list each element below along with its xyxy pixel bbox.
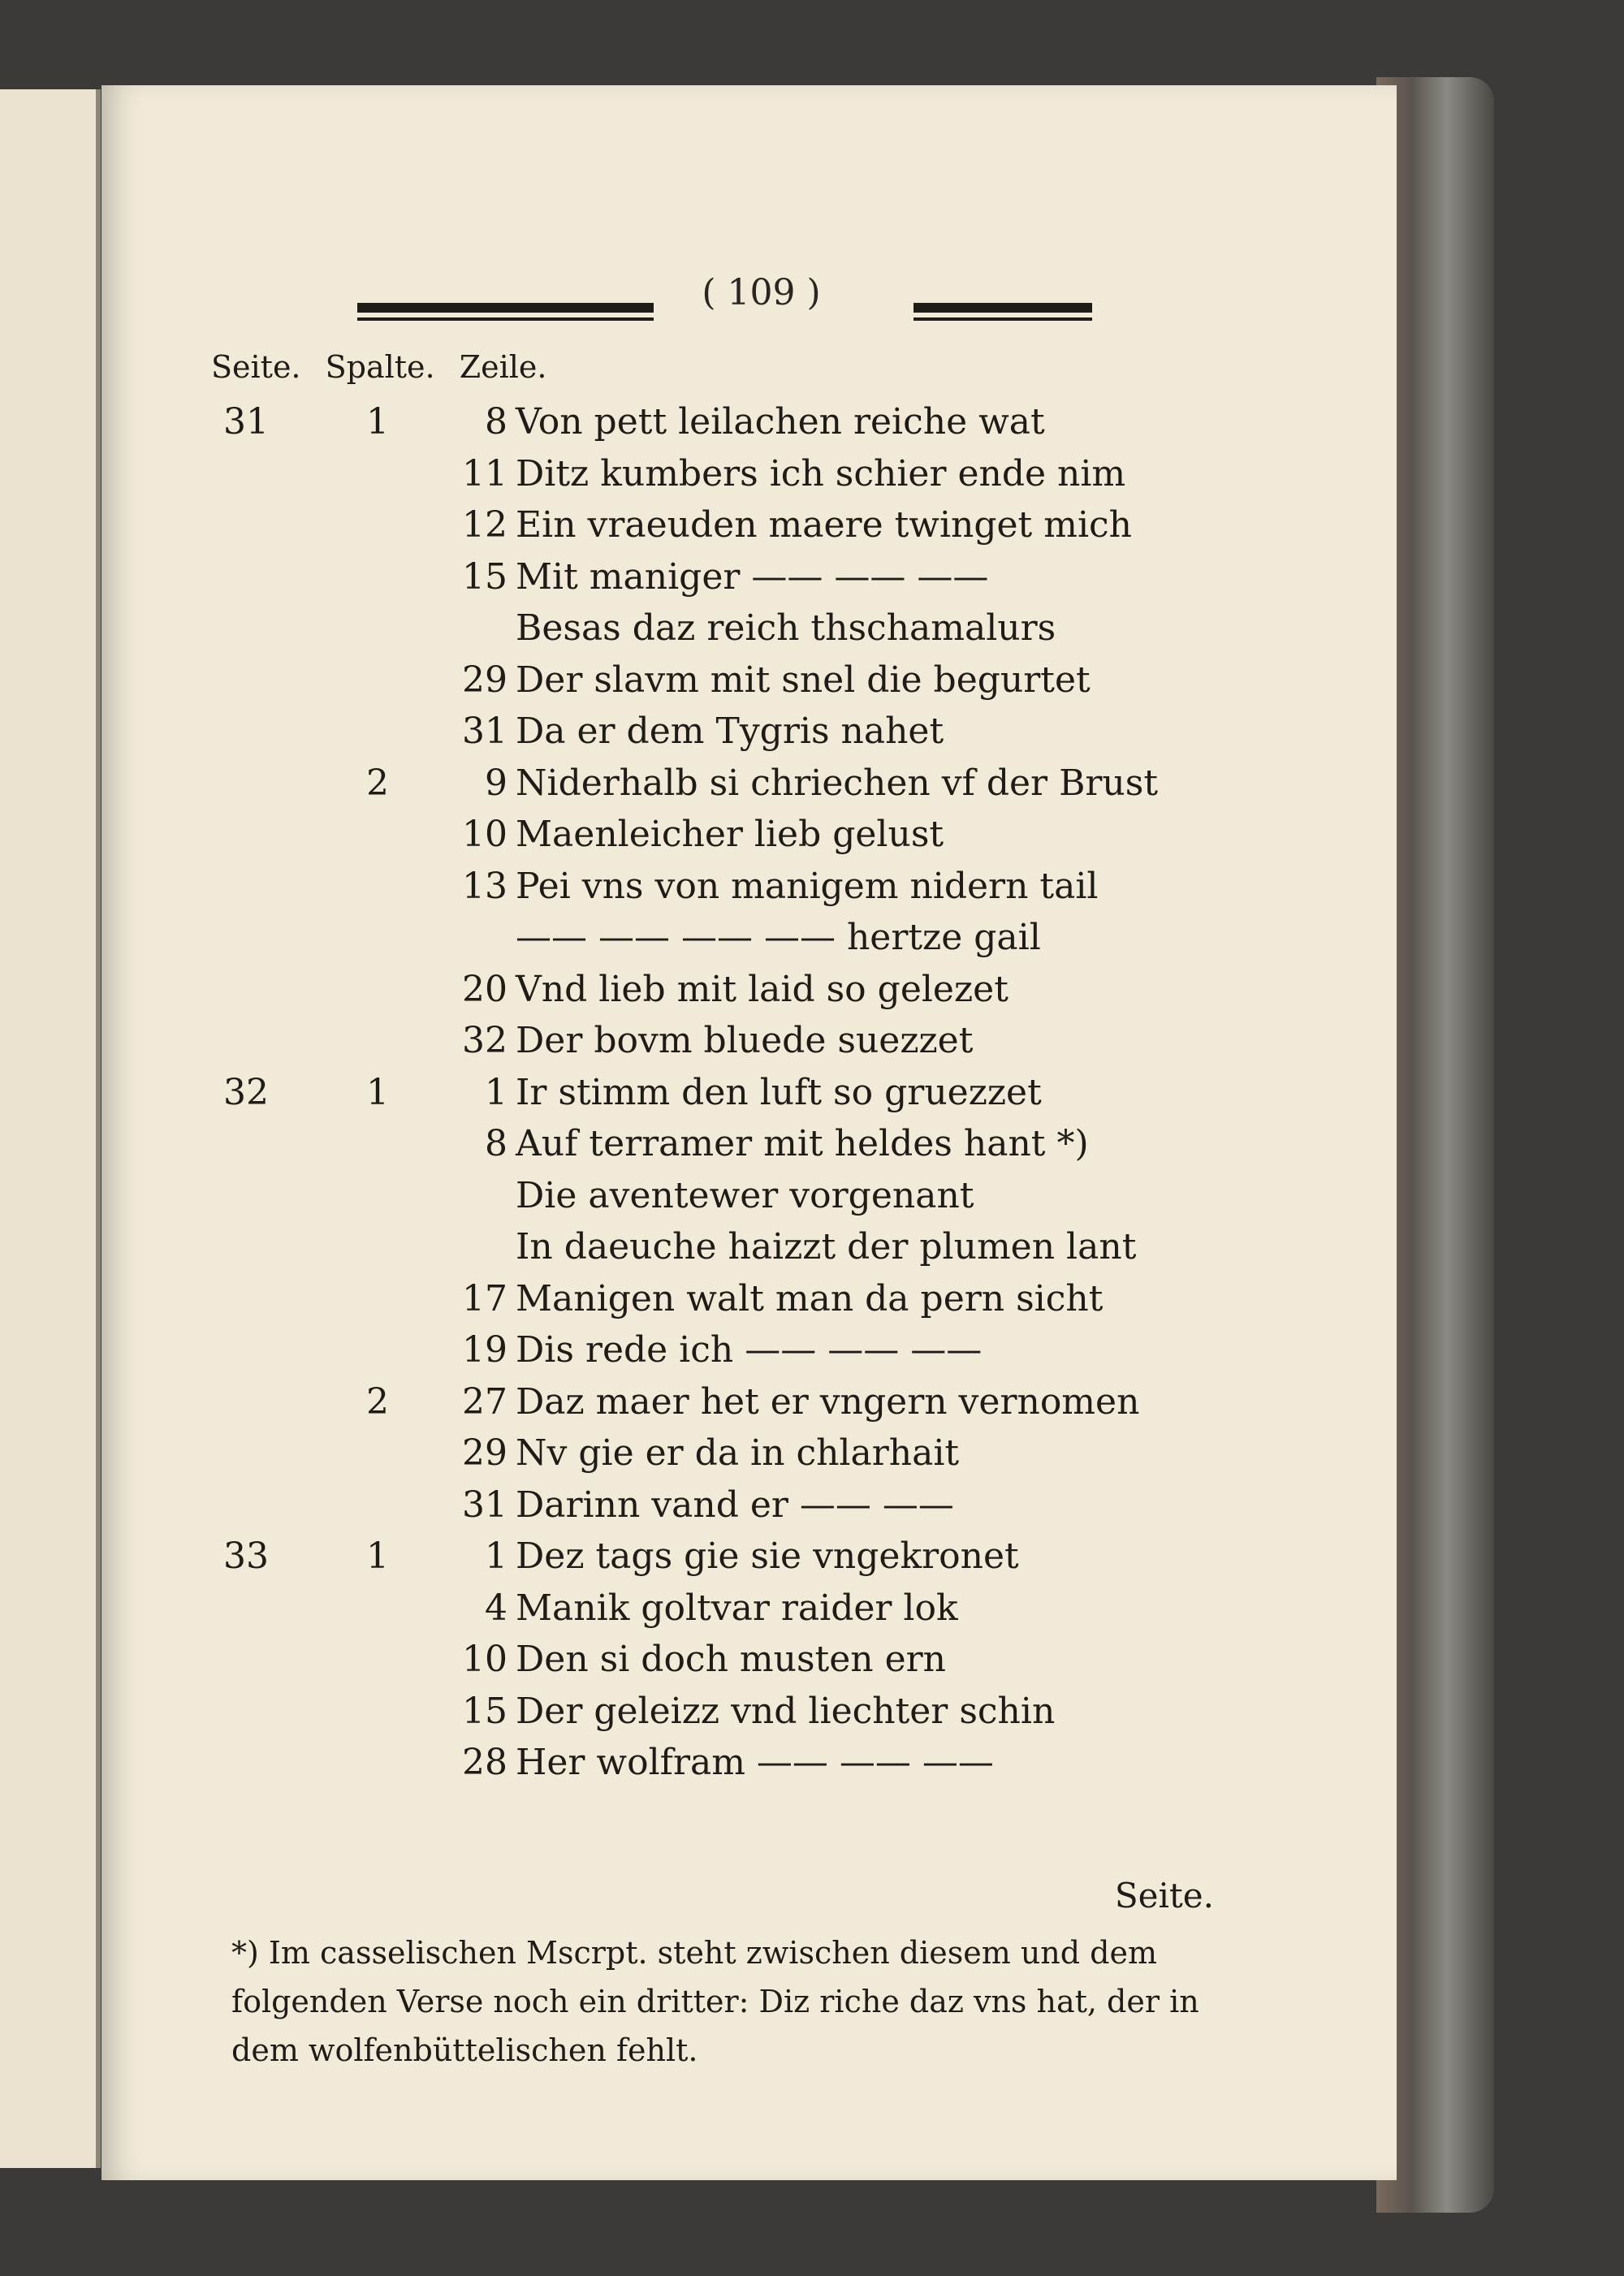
errata-row <box>102 1120 1397 1168</box>
zeile-number: 31 <box>462 1484 508 1526</box>
verse-text: Daz maer het er vngern vernomen <box>516 1380 1140 1423</box>
zeile-number: 19 <box>462 1329 508 1371</box>
seite-number: 33 <box>223 1535 269 1577</box>
spalte-number: 2 <box>366 762 389 804</box>
zeile-number: 15 <box>462 555 508 598</box>
zeile-number: 9 <box>485 762 508 804</box>
verse-text: Manigen walt man da pern sicht <box>516 1277 1104 1319</box>
zeile-number: 27 <box>462 1380 508 1423</box>
spalte-number: 1 <box>366 1535 389 1577</box>
zeile-number: 28 <box>462 1742 508 1783</box>
errata-row <box>102 862 1397 911</box>
page-header <box>102 272 1397 337</box>
spalte-number: 1 <box>366 401 389 443</box>
zeile-number: 10 <box>462 814 508 855</box>
footnote: *) Im casselischen Mscrpt. steht zwischen diesem und dem folgenden Verse noch ein dritter: Diz riche daz vns hat, der in dem wolfenbüttelischen fehlt. <box>231 1935 1199 2068</box>
verse-text: Der slavm mit snel die begurtet <box>516 659 1091 701</box>
left-page-edge <box>0 89 101 2168</box>
book-page <box>102 85 1397 2180</box>
verse-text: Der bovm bluede suezzet <box>516 1020 974 1061</box>
column-header-seite: Seite. <box>211 349 301 385</box>
zeile-number: 13 <box>462 865 508 907</box>
catchword: Seite. <box>1114 1876 1214 1915</box>
verse-text: Den si doch musten ern <box>516 1639 946 1680</box>
errata-row <box>102 965 1397 1014</box>
errata-row <box>102 398 1397 447</box>
errata-row <box>102 604 1397 653</box>
column-header-zeile: Zeile. <box>459 349 547 385</box>
errata-row <box>102 656 1397 705</box>
page-number: ( 109 ) <box>702 272 821 313</box>
errata-row <box>102 1172 1397 1220</box>
seite-number: 31 <box>223 401 269 443</box>
errata-row <box>102 1738 1397 1787</box>
verse-text: Pei vns von manigem nidern tail <box>516 865 1099 907</box>
header-rule-right <box>914 303 1092 313</box>
zeile-number: 20 <box>462 968 508 1010</box>
zeile-number: 1 <box>485 1535 508 1577</box>
errata-row <box>102 553 1397 602</box>
zeile-number: 17 <box>462 1277 508 1319</box>
errata-row <box>102 707 1397 756</box>
verse-text: Von pett leilachen reiche wat <box>516 401 1045 443</box>
verse-text: Darinn vand er —— —— <box>516 1484 954 1526</box>
zeile-number: 1 <box>485 1071 508 1113</box>
errata-row <box>102 1378 1397 1427</box>
errata-row <box>102 1532 1397 1581</box>
errata-row <box>102 1275 1397 1324</box>
errata-row <box>102 759 1397 808</box>
verse-text: Vnd lieb mit laid so gelezet <box>516 968 1009 1010</box>
verse-text: Niderhalb si chriechen vf der Brust <box>516 762 1159 804</box>
zeile-number: 4 <box>485 1587 508 1629</box>
errata-row <box>102 1326 1397 1375</box>
verse-text: Die aventewer vorgenant <box>516 1174 974 1216</box>
verse-text: Ein vraeuden maere twinget mich <box>516 504 1132 546</box>
errata-row <box>102 1481 1397 1530</box>
verse-text: Auf terramer mit heldes hant *) <box>516 1123 1089 1164</box>
zeile-number: 12 <box>462 504 508 546</box>
errata-row <box>102 1017 1397 1065</box>
zeile-number: 32 <box>462 1020 508 1061</box>
errata-row <box>102 1687 1397 1736</box>
verse-text: In daeuche haizzt der plumen lant <box>516 1226 1137 1268</box>
verse-text: Mit maniger —— —— —— <box>516 555 989 598</box>
zeile-number: 29 <box>462 1432 508 1474</box>
errata-row <box>102 913 1397 962</box>
verse-text: Dez tags gie sie vngekronet <box>516 1535 1019 1577</box>
zeile-number: 31 <box>462 710 508 752</box>
verse-text: Da er dem Tygris nahet <box>516 710 944 752</box>
header-rule-left <box>357 303 654 313</box>
zeile-number: 11 <box>462 452 508 495</box>
verse-text: Maenleicher lieb gelust <box>516 814 944 855</box>
errata-row <box>102 1223 1397 1272</box>
zeile-number: 29 <box>462 659 508 701</box>
zeile-number: 8 <box>485 401 508 443</box>
verse-text: Manik goltvar raider lok <box>516 1587 958 1629</box>
errata-row <box>102 1429 1397 1478</box>
errata-row <box>102 1584 1397 1633</box>
column-header-spalte: Spalte. <box>325 349 435 385</box>
verse-text: Der geleizz vnd liechter schin <box>516 1690 1056 1732</box>
zeile-number: 8 <box>485 1123 508 1164</box>
zeile-number: 10 <box>462 1639 508 1680</box>
verse-text: —— —— —— —— hertze gail <box>516 917 1041 958</box>
verse-text: Her wolfram —— —— —— <box>516 1742 994 1783</box>
errata-row <box>102 1635 1397 1684</box>
errata-row <box>102 1069 1397 1117</box>
zeile-number: 15 <box>462 1690 508 1732</box>
errata-row <box>102 450 1397 499</box>
spalte-number: 2 <box>366 1380 389 1423</box>
errata-row <box>102 501 1397 550</box>
seite-number: 32 <box>223 1071 269 1113</box>
verse-text: Dis rede ich —— —— —— <box>516 1329 983 1371</box>
verse-text: Nv gie er da in chlarhait <box>516 1432 960 1474</box>
errata-row <box>102 810 1397 859</box>
verse-text: Besas daz reich thschamalurs <box>516 607 1056 649</box>
column-headers <box>211 349 561 385</box>
spalte-number: 1 <box>366 1071 389 1113</box>
verse-text: Ir stimm den luft so gruezzet <box>516 1071 1042 1113</box>
verse-text: Ditz kumbers ich schier ende nim <box>516 452 1126 495</box>
